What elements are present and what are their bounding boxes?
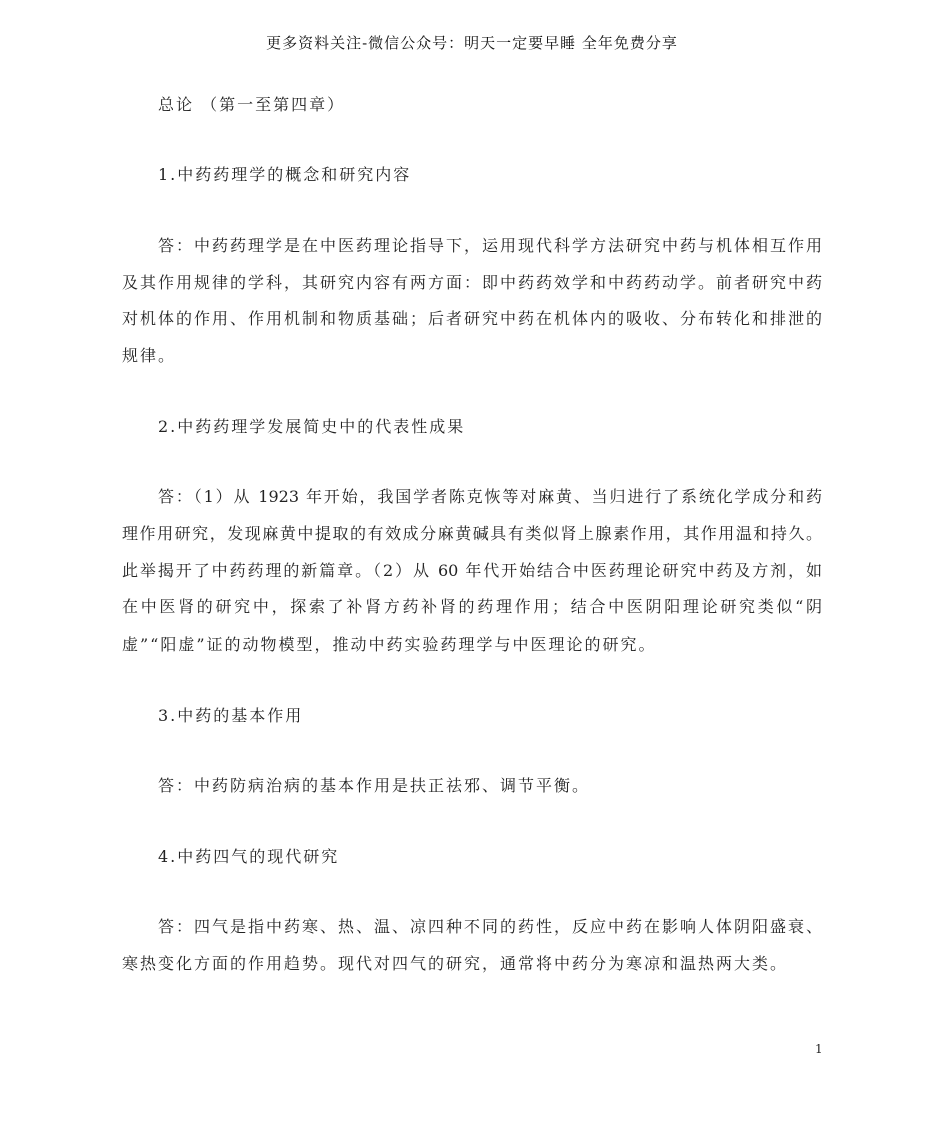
answer-line: 虚”“阳虚”证的动物模型，推动中药实验药理学与中医理论的研究。: [122, 635, 657, 654]
answer-line: 答：（1）从 1923 年开始，我国学者陈克恢等对麻黄、当归进行了系统化学成分和药: [158, 487, 822, 506]
answer-line: 规律。: [122, 346, 177, 365]
answer-line: 答：中药药理学是在中医药理论指导下，运用现代科学方法研究中药与机体相互作用: [158, 236, 822, 255]
question-title: 1.中药药理学的概念和研究内容: [158, 165, 412, 184]
page-header: 更多资料关注-微信公众号：明天一定要早睡 全年免费分享: [266, 34, 678, 52]
answer-line: 及其作用规律的学科，其研究内容有两方面：即中药药效学和中药药动学。前者研究中药: [122, 273, 822, 292]
question-title: 3.中药的基本作用: [158, 706, 304, 725]
section-title: 总论 （第一至第四章）: [158, 95, 346, 114]
answer-line: 理作用研究，发现麻黄中提取的有效成分麻黄碱具有类似肾上腺素作用，其作用温和持久。: [122, 524, 822, 543]
answer-line: 答：中药防病治病的基本作用是扶正祛邪、调节平衡。: [158, 776, 591, 795]
page-number: 1: [815, 1042, 823, 1056]
answer-line: 对机体的作用、作用机制和物质基础；后者研究中药在机体内的吸收、分布转化和排泄的: [122, 309, 822, 328]
answer-line: 答：四气是指中药寒、热、温、凉四种不同的药性，反应中药在影响人体阴阳盛衰、: [158, 917, 822, 936]
question-title: 2.中药药理学发展简史中的代表性成果: [158, 417, 466, 436]
question-title: 4.中药四气的现代研究: [158, 847, 340, 866]
answer-line: 此举揭开了中药药理的新篇章。（2）从 60 年代开始结合中医药理论研究中药及方剂，如: [122, 561, 822, 580]
answer-line: 在中医肾的研究中，探索了补肾方药补肾的药理作用；结合中医阴阳理论研究类似“阴: [122, 597, 822, 616]
answer-line: 寒热变化方面的作用趋势。现代对四气的研究，通常将中药分为寒凉和温热两大类。: [122, 954, 789, 973]
